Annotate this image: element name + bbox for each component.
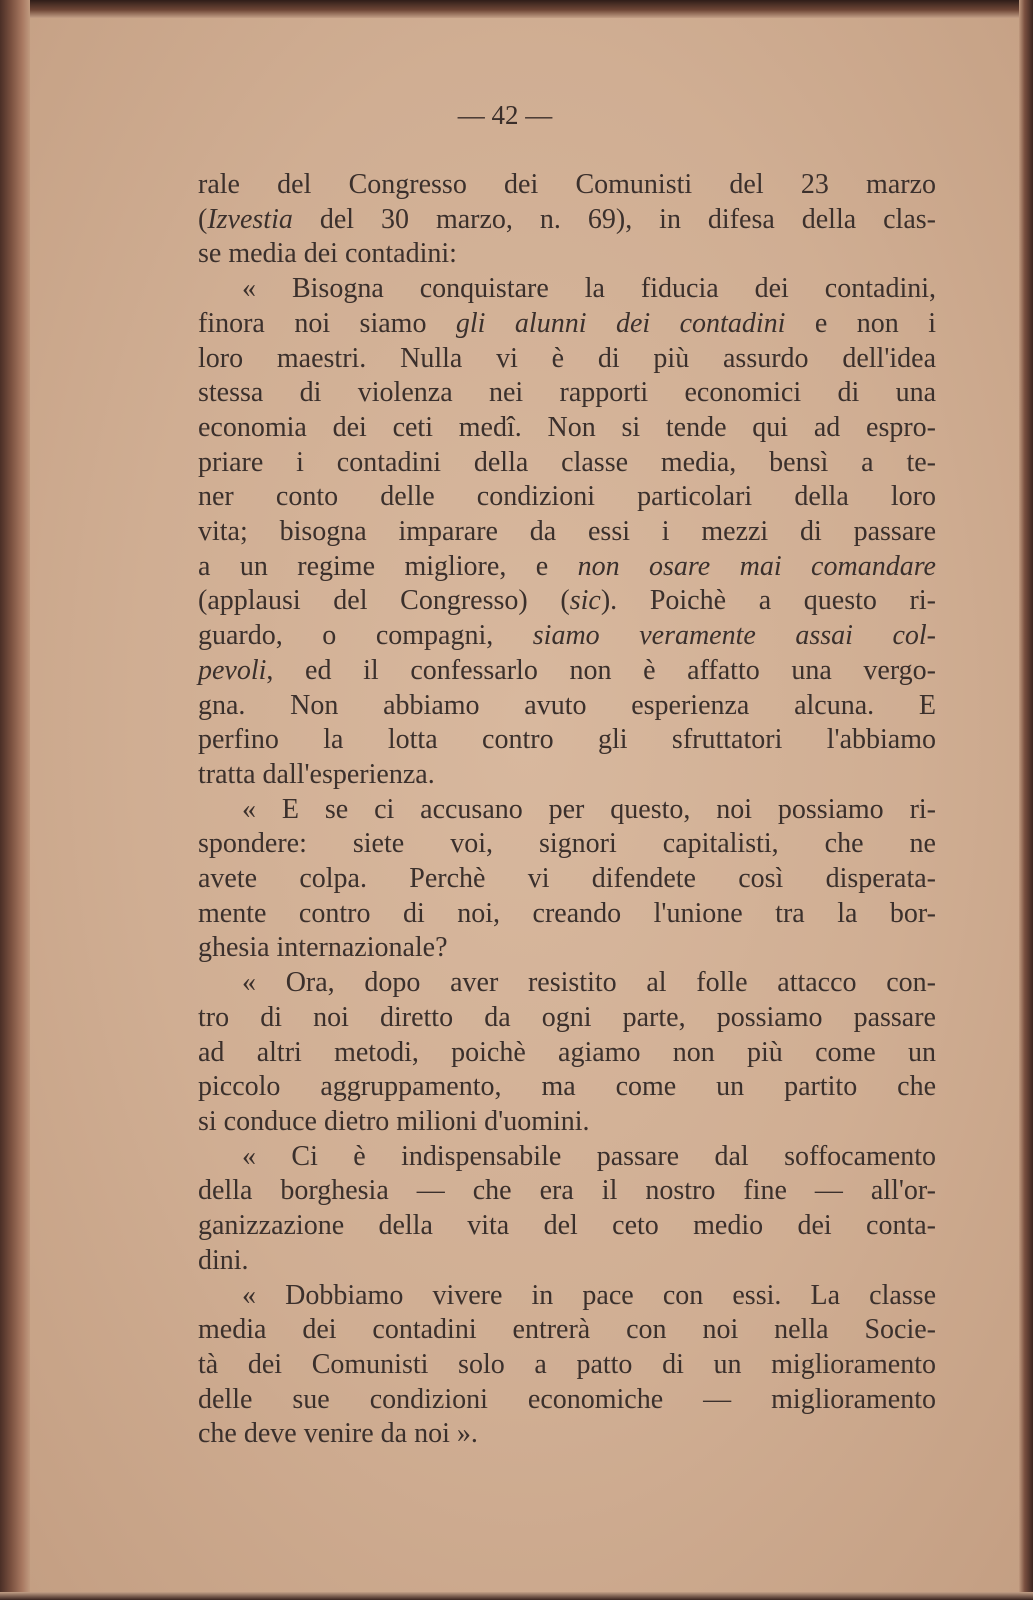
text-line <box>198 897 936 932</box>
text-line <box>198 550 936 585</box>
italic-text-segment: siamo veramente assai col- <box>532 620 936 652</box>
text-segment: tratta dall'esperienza. <box>198 758 435 790</box>
text-segment: ad altri metodi, poichè agiamo non più come un <box>198 1036 936 1068</box>
page-top-edge <box>0 0 1033 18</box>
text-line <box>198 1348 936 1383</box>
text-line <box>198 619 936 654</box>
text-segment: ner conto delle condizioni particolari della loro <box>198 481 936 513</box>
text-line <box>198 376 936 411</box>
italic-text-segment: pevoli <box>198 654 267 686</box>
text-segment: del 30 marzo, n. 69), in difesa della clas- <box>292 203 936 235</box>
text-line <box>198 480 936 515</box>
text-segment: stessa di violenza nei rapporti economici di una <box>198 377 936 409</box>
text-segment: che deve venire da noi ». <box>198 1418 478 1450</box>
text-segment: ganizzazione della vita del ceto medio dei conta- <box>198 1210 936 1242</box>
text-segment: gna. Non abbiamo avuto esperienza alcuna. E <box>198 689 936 721</box>
italic-text-segment: gli alunni dei contadini <box>455 307 786 339</box>
page-number: — 42 — <box>457 100 553 130</box>
text-line <box>198 793 936 828</box>
text-line <box>198 689 936 724</box>
text-segment: a un regime migliore, e <box>198 550 578 582</box>
book-binding-gutter <box>0 0 30 1600</box>
text-segment: media dei contadini entrerà con noi nella Socie- <box>198 1314 936 1346</box>
text-line <box>198 515 936 550</box>
text-segment: (applausi del Congresso) ( <box>198 585 570 617</box>
text-segment: perfino la lotta contro gli sfruttatori l'abbiamo <box>198 724 936 756</box>
text-segment: tà dei Comunisti solo a patto di un miglioramento <box>198 1348 936 1380</box>
text-segment: , ed il confessarlo non è affatto una vergo- <box>266 654 936 686</box>
page-right-edge <box>1019 0 1033 1600</box>
page-bottom-edge <box>0 1592 1033 1600</box>
text-line <box>198 1070 936 1105</box>
text-segment: « Ora, dopo aver resistito al folle attacco con- <box>242 967 936 999</box>
text-line <box>198 1244 936 1279</box>
text-line <box>198 1383 936 1418</box>
text-line <box>198 1140 936 1175</box>
text-segment: guardo, o compagni, <box>198 620 533 652</box>
text-segment: « Dobbiamo vivere in pace con essi. La classe <box>242 1279 936 1311</box>
text-line <box>198 1174 936 1209</box>
text-segment: se media dei contadini: <box>198 238 457 270</box>
text-line <box>198 723 936 758</box>
text-line <box>198 1417 936 1452</box>
text-segment: priare i contadini della classe media, bensì a te- <box>198 446 936 478</box>
text-line <box>198 1279 936 1314</box>
text-line <box>198 237 936 272</box>
text-line <box>198 1105 936 1140</box>
italic-text-segment: non osare mai comandare <box>577 550 936 582</box>
text-line <box>198 342 936 377</box>
text-line <box>198 272 936 307</box>
text-line <box>198 758 936 793</box>
text-line <box>198 1313 936 1348</box>
text-segment: piccolo aggruppamento, ma come un partito che <box>198 1071 936 1103</box>
text-line <box>198 411 936 446</box>
text-line <box>198 654 936 689</box>
text-line <box>198 1001 936 1036</box>
text-segment: ). Poichè a questo ri- <box>600 585 936 617</box>
text-segment: si conduce dietro milioni d'uomini. <box>198 1105 590 1137</box>
text-segment: loro maestri. Nulla vi è di più assurdo dell'idea <box>198 342 936 374</box>
text-segment: « E se ci accusano per questo, noi possiamo ri- <box>242 793 936 825</box>
text-segment: ghesia internazionale? <box>198 932 448 964</box>
text-line <box>198 203 936 238</box>
italic-text-segment: sic <box>569 585 601 617</box>
text-segment: tro di noi diretto da ogni parte, possiamo passare <box>198 1001 936 1033</box>
text-segment: « Bisogna conquistare la fiducia dei contadini, <box>242 273 936 305</box>
text-line <box>198 168 936 203</box>
text-line <box>198 446 936 481</box>
text-line <box>198 307 936 342</box>
text-segment: dini. <box>198 1244 249 1276</box>
text-line <box>198 862 936 897</box>
text-line <box>198 1036 936 1071</box>
text-segment: economia dei ceti medî. Non si tende qui ad espro- <box>198 411 936 443</box>
text-line <box>198 1209 936 1244</box>
text-segment: ( <box>198 203 208 235</box>
text-line <box>198 584 936 619</box>
text-segment: vita; bisogna imparare da essi i mezzi di passare <box>198 516 936 548</box>
text-line <box>198 931 936 966</box>
text-segment: mente contro di noi, creando l'unione tra la bor- <box>198 897 936 929</box>
text-segment: avete colpa. Perchè vi difendete così disperata- <box>198 863 936 895</box>
text-segment: e non i <box>785 307 936 339</box>
text-segment: rale del Congresso dei Comunisti del 23 marzo <box>198 169 936 200</box>
text-segment: spondere: siete voi, signori capitalisti, che ne <box>198 828 936 860</box>
text-line <box>198 966 936 1001</box>
body-text <box>198 168 936 1452</box>
text-line <box>198 827 936 862</box>
text-segment: « Ci è indispensabile passare dal soffocamento <box>242 1140 936 1172</box>
text-segment: delle sue condizioni economiche — miglioramento <box>198 1383 936 1415</box>
text-segment: della borghesia — che era il nostro fine — all'or- <box>198 1175 936 1207</box>
italic-text-segment: Izvestia <box>207 203 293 235</box>
text-segment: finora noi siamo <box>198 307 456 339</box>
